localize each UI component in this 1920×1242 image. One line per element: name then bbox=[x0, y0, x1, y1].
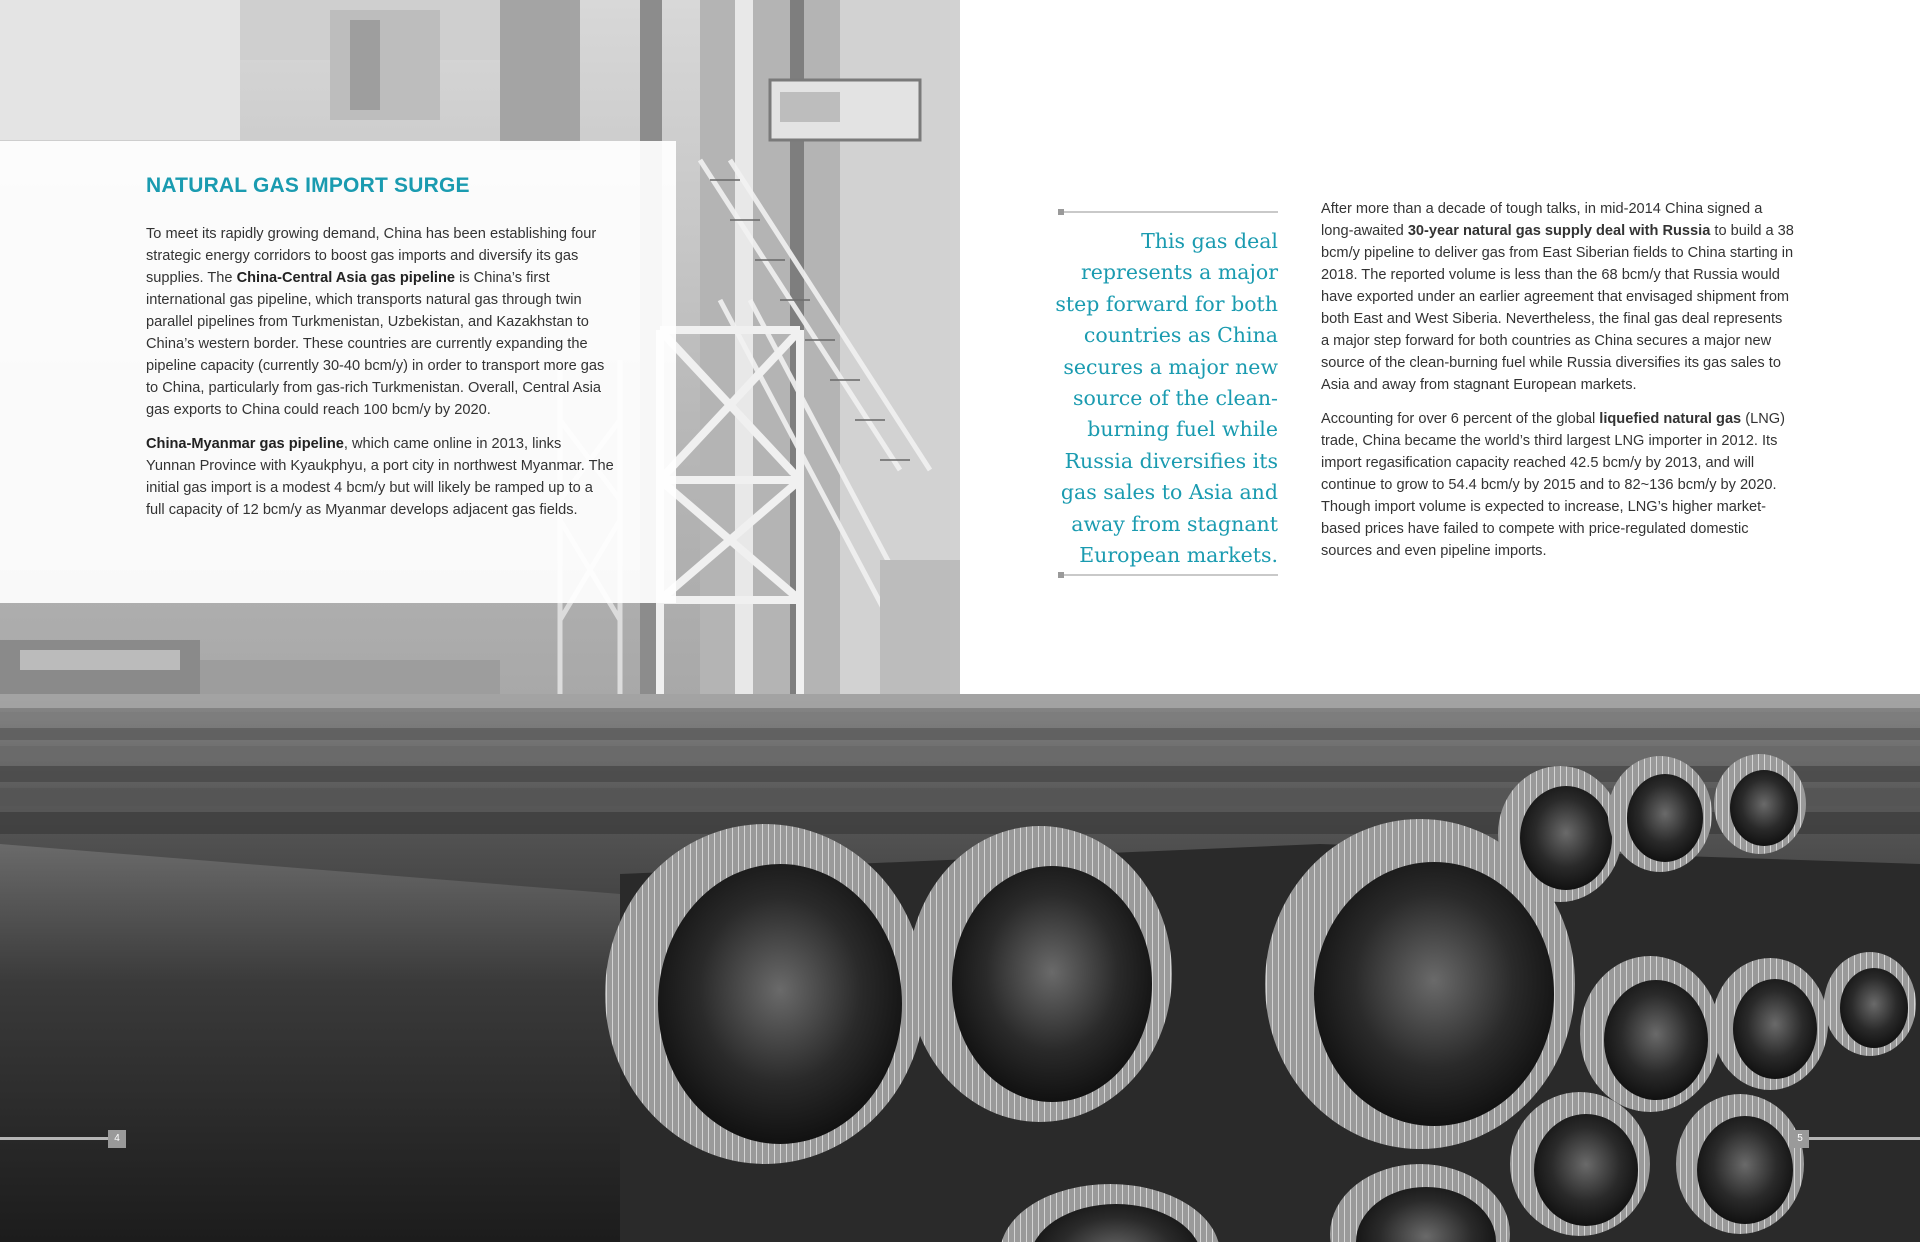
paragraph-central-asia bbox=[146, 223, 614, 421]
paragraph-russia-deal bbox=[1321, 198, 1794, 396]
text-run: (LNG) trade, China became the world’s third largest LNG importer in 2012. Its import regasification capacity reached 42.5 bcm/y by 2013, and will continue to grow to 54.4 bcm/y by 2015 and to 82~136 bcm/y by 2020. Though import volume is expected to increase, LNG’s higher market-based prices have failed to compete with price-regulated domestic sources and even pipeline imports. bbox=[1321, 411, 1785, 559]
stacked-pipes-illustration bbox=[0, 694, 1920, 1242]
text-run: To meet its rapidly growing demand, China has been establishing four strategic energy corridors to boost gas imports and diversify its gas supplies. The bbox=[146, 226, 597, 286]
right-body-text bbox=[1321, 198, 1794, 574]
left-body-text bbox=[146, 223, 614, 533]
text-run: Accounting for over 6 percent of the global bbox=[1321, 411, 1600, 427]
pull-quote-rule-bottom bbox=[1058, 574, 1278, 576]
pipes-photo bbox=[0, 694, 1920, 1242]
text-run: is China’s first international gas pipeline, which transports natural gas through twin parallel pipelines from Turkmenistan, Uzbekistan, and Kazakhstan to China’s western border. These countries are currently expanding the pipeline capacity (currently 30-40 bcm/y) in order to transport more gas to China, particularly from gas-rich Turkmenistan. Overall, Central Asia gas exports to China could reach 100 bcm/y by 2020. bbox=[146, 270, 605, 418]
page-number-right: 5 bbox=[1791, 1130, 1809, 1148]
pull-quote: This gas deal represents a major step forward for both countries as China secures a major new source of the clean-burning fuel while Russia diversifies its gas sales to Asia and away from stagnant European markets. bbox=[1055, 229, 1278, 568]
page-number-rule-left bbox=[0, 1137, 108, 1140]
paragraph-lng bbox=[1321, 408, 1794, 562]
section-title: NATURAL GAS IMPORT SURGE bbox=[146, 174, 470, 197]
text-run: to build a 38 bcm/y pipeline to deliver gas from East Siberian fields to China starting in 2018. The reported volume is less than the 68 bcm/y that Russia would have exported under an earlier agreement that envisaged shipment from both East and West Siberia. Nevertheless, the final gas deal represents a major step forward for both countries as China secures a major new source of the clean-burning fuel while Russia diversifies its gas sales to Asia and away from stagnant European markets. bbox=[1321, 223, 1794, 393]
pull-quote-rule-top bbox=[1058, 211, 1278, 213]
page-number-left: 4 bbox=[108, 1130, 126, 1148]
bold-term: 30-year natural gas supply deal with Russia bbox=[1407, 223, 1711, 239]
bold-term: China-Central Asia gas pipeline bbox=[236, 270, 456, 286]
page-number-rule-right bbox=[1809, 1137, 1920, 1140]
paragraph-myanmar bbox=[146, 433, 614, 521]
bold-term: liquefied natural gas bbox=[1599, 411, 1742, 427]
bold-term: China-Myanmar gas pipeline bbox=[146, 436, 344, 452]
text-run: , which came online in 2013, links Yunnan Province with Kyaukphyu, a port city in northwest Myanmar. The initial gas import is a modest 4 bcm/y but will likely be ramped up to a full capacity of 12 bcm/y as Myanmar develops adjacent gas fields. bbox=[146, 436, 614, 518]
text-run: After more than a decade of tough talks, in mid-2014 China signed a long-awaited bbox=[1321, 201, 1763, 239]
